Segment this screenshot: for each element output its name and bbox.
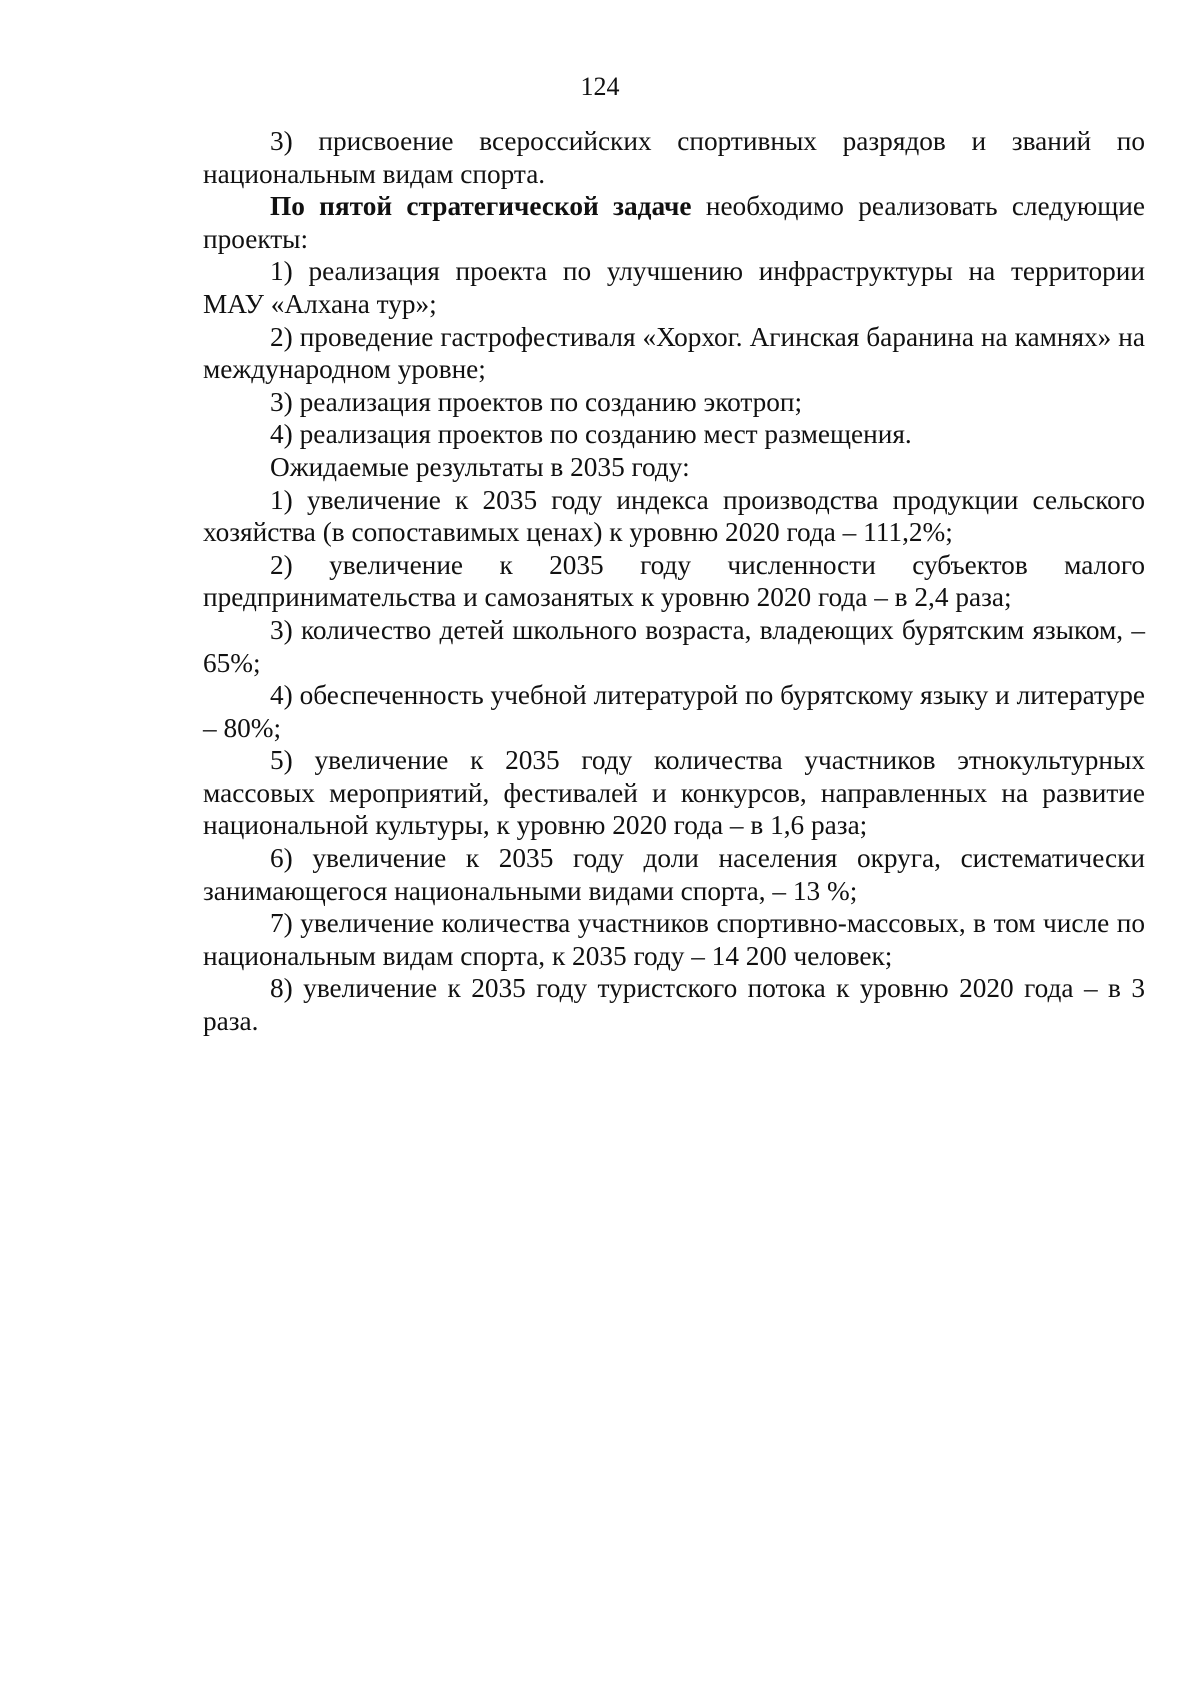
paragraph — [203, 255, 1145, 320]
paragraph-text: 8) увеличение к 2035 году туристского потока к уровню 2020 года – в 3 раза. — [203, 973, 1145, 1037]
paragraph — [203, 842, 1145, 907]
paragraph — [203, 744, 1145, 842]
paragraph — [203, 907, 1145, 972]
paragraph — [203, 418, 1145, 451]
paragraph — [203, 679, 1145, 744]
document-body — [203, 125, 1145, 1038]
paragraph-text: Ожидаемые результаты в 2035 году: — [270, 451, 690, 482]
paragraph-text: 1) реализация проекта по улучшению инфраструктуры на территории МАУ «Алхана тур»; — [203, 256, 1145, 319]
paragraph-text: 3) присвоение всероссийских спортивных разрядов и званий по национальным видам спорта. — [203, 126, 1145, 189]
paragraph-text: 7) увеличение количества участников спортивно-массовых, в том числе по национальным видам спорта, к 2035 году – 14 200 человек; — [203, 908, 1145, 971]
paragraph-bold-lead: По пятой стратегической задаче — [270, 191, 692, 222]
paragraph — [203, 451, 1145, 484]
paragraph-text: 2) проведение гастрофестиваля «Хорхог. Агинская баранина на камнях» на международном уровне; — [203, 321, 1145, 385]
paragraph-text: 3) реализация проектов по созданию экотроп; — [270, 386, 803, 417]
paragraph-text: 4) реализация проектов по созданию мест размещения. — [270, 419, 912, 450]
paragraph-text: 4) обеспеченность учебной литературой по бурятскому языку и литературе – 80%; — [203, 680, 1145, 743]
paragraph — [203, 614, 1145, 679]
paragraph-text: 3) количество детей школьного возраста, владеющих бурятским языком, – 65%; — [203, 614, 1145, 678]
page-number: 124 — [580, 72, 620, 101]
paragraph-text: необходимо реализовать следующие проекты: — [203, 191, 1145, 254]
paragraph — [203, 125, 1145, 190]
paragraph — [203, 972, 1145, 1037]
paragraph-text: 5) увеличение к 2035 году количества участников этнокультурных массовых мероприятий, фестивалей и конкурсов, направленных на развитие национальной культуры, к уровню 2020 года – в 1,6 раза; — [203, 745, 1145, 841]
paragraph — [203, 190, 1145, 255]
paragraph — [203, 484, 1145, 549]
paragraph-text: 1) увеличение к 2035 году индекса производства продукции сельского хозяйства (в сопоставимых ценах) к уровню 2020 года – 111,2%; — [203, 484, 1145, 548]
paragraph-text: 2) увеличение к 2035 году численности субъектов малого предпринимательства и самозанятых к уровню 2020 года – в 2,4 раза; — [203, 549, 1145, 613]
paragraph — [203, 386, 1145, 419]
paragraph — [203, 549, 1145, 614]
paragraph — [203, 321, 1145, 386]
paragraph-text: 6) увеличение к 2035 году доли населения округа, систематически занимающегося национальными видами спорта, – 13 %; — [203, 843, 1145, 906]
